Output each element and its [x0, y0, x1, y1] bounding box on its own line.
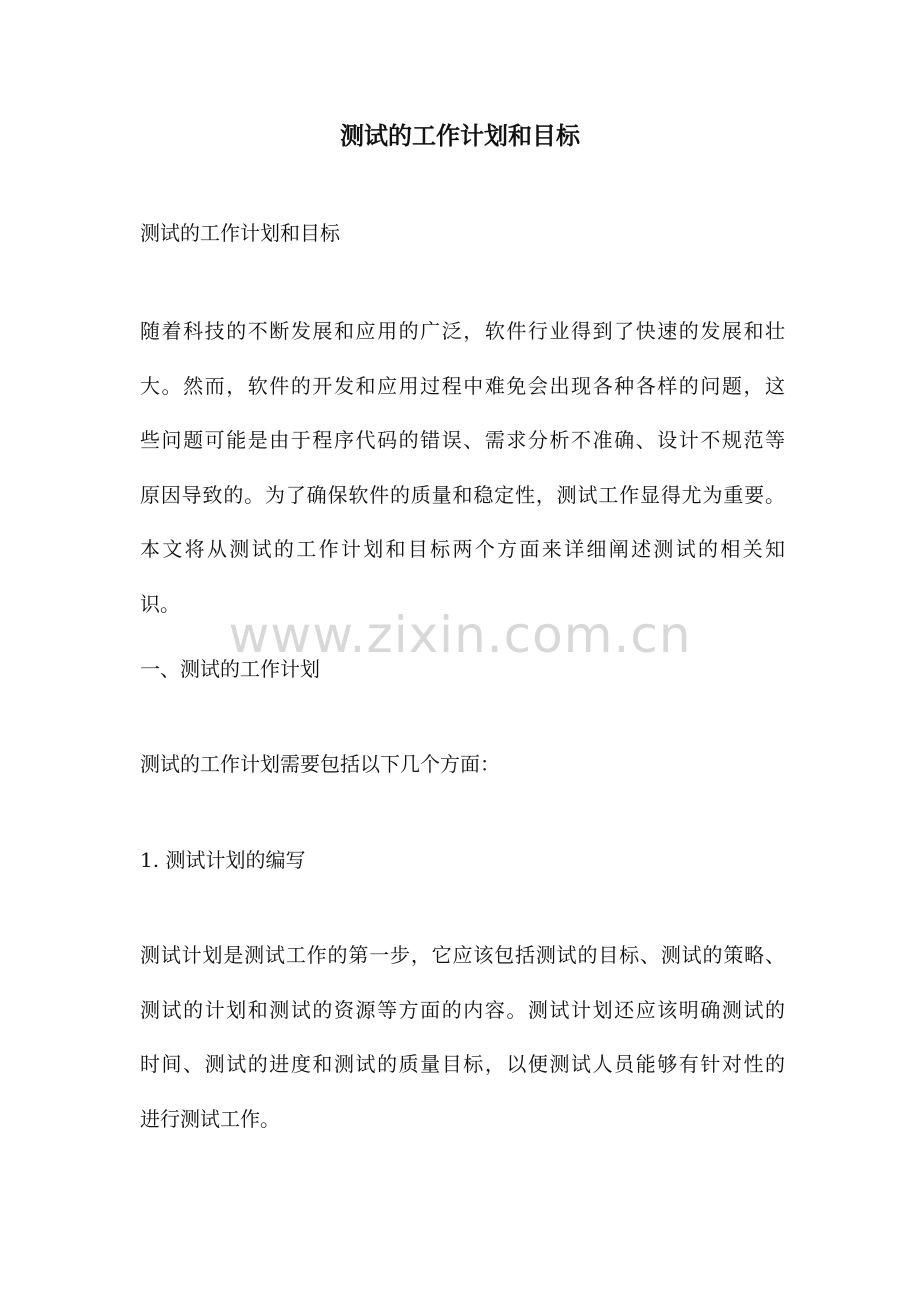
item-line: 时间、测试的进度和测试的质量目标，以便测试人员能够有针对性的 — [140, 1052, 785, 1076]
intro-line: 随着科技的不断发展和应用的广泛，软件行业得到了快速的发展和壮 — [140, 319, 785, 343]
watermark: www.zixin.com.cn — [228, 606, 692, 664]
item-line: 测试计划是测试工作的第一步，它应该包括测试的目标、测试的策略、 — [140, 943, 785, 967]
document-subtitle: 测试的工作计划和目标 — [140, 221, 340, 245]
item-heading: 1. 测试计划的编写 — [140, 848, 306, 872]
intro-line: 大。然而，软件的开发和应用过程中难免会出现各种各样的问题，这 — [140, 373, 785, 398]
document-title: 测试的工作计划和目标 — [340, 121, 580, 150]
intro-line: 些问题可能是由于程序代码的错误、需求分析不准确、设计不规范等 — [140, 428, 785, 452]
item-line: 进行测试工作。 — [140, 1106, 280, 1131]
item-line: 测试的计划和测试的资源等方面的内容。测试计划还应该明确测试的 — [140, 997, 785, 1022]
intro-paragraph — [140, 313, 785, 640]
intro-line: 识。 — [140, 591, 180, 616]
section-intro: 测试的工作计划需要包括以下几个方面： — [140, 752, 500, 776]
intro-line: 本文将从测试的工作计划和目标两个方面来详细阐述测试的相关知 — [140, 537, 785, 561]
section-heading: 一、测试的工作计划 — [140, 657, 320, 681]
intro-line: 原因导致的。为了确保软件的质量和稳定性，测试工作显得尤为重要。 — [140, 482, 785, 507]
item-paragraph — [140, 937, 785, 1155]
